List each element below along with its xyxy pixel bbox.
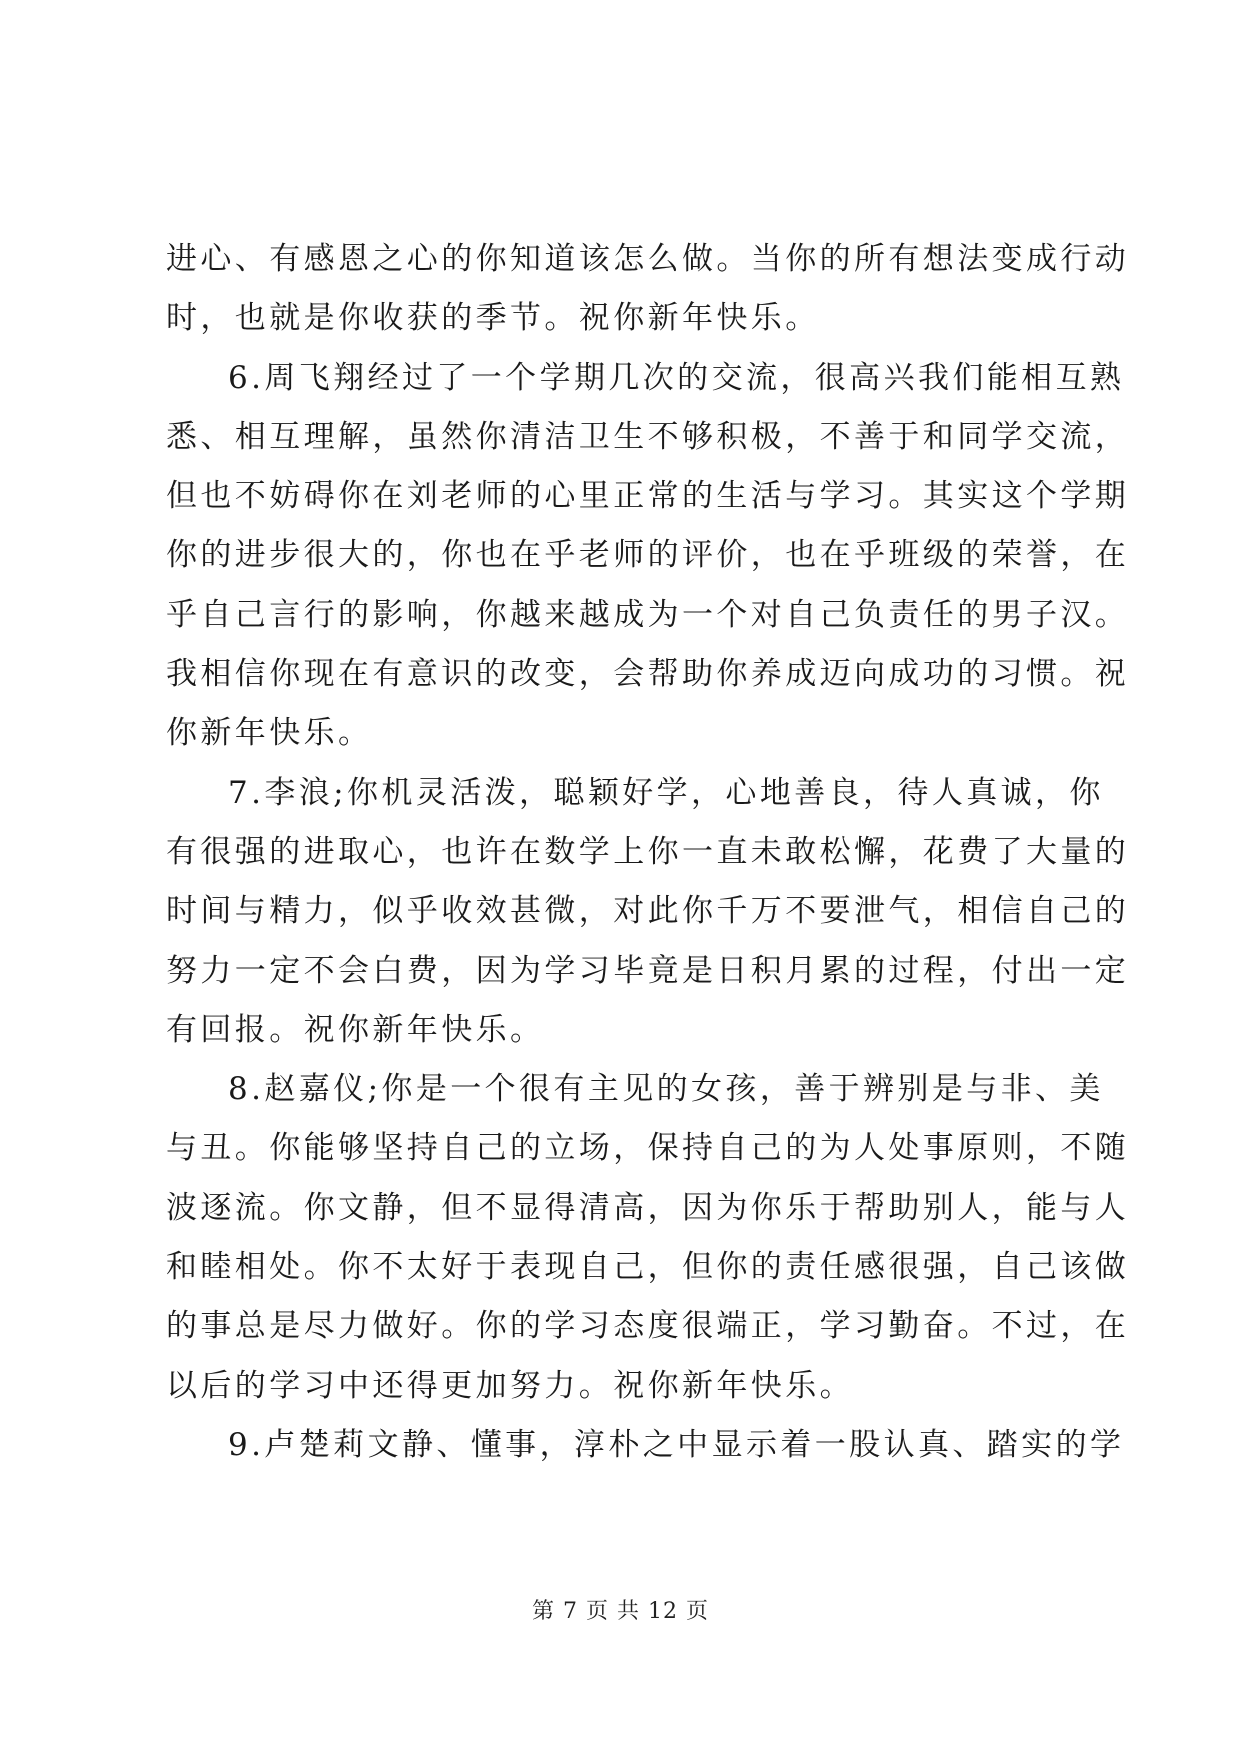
text-line: 乎自己言行的影响，你越来越成为一个对自己负责任的男子汉。	[166, 596, 1130, 633]
text-line: 我相信你现在有意识的改变，会帮助你养成迈向成功的习惯。祝	[166, 656, 1130, 693]
text-line: 6.周飞翔经过了一个学期几次的交流，很高兴我们能相互熟	[228, 359, 1125, 396]
text-line: 悉、相互理解，虽然你清洁卫生不够积极，不善于和同学交流，	[166, 418, 1130, 455]
text-line: 有很强的进取心，也许在数学上你一直未敢松懈，花费了大量的	[166, 833, 1130, 870]
text-line: 和睦相处。你不太好于表现自己，但你的责任感很强，自己该做	[166, 1249, 1130, 1286]
text-line: 你的进步很大的，你也在乎老师的评价，也在乎班级的荣誉，在	[166, 537, 1130, 574]
text-line: 但也不妨碍你在刘老师的心里正常的生活与学习。其实这个学期	[166, 478, 1130, 515]
text-line: 你新年快乐。	[166, 715, 373, 752]
text-line: 时，也就是你收获的季节。祝你新年快乐。	[166, 300, 820, 337]
text-line: 进心、有感恩之心的你知道该怎么做。当你的所有想法变成行动	[166, 241, 1130, 277]
text-line: 7.李浪;你机灵活泼，聪颖好学，心地善良，待人真诚，你	[228, 774, 1104, 811]
text-line: 有回报。祝你新年快乐。	[166, 1011, 545, 1048]
page-footer: 第 7 页 共 12 页	[532, 1599, 709, 1624]
text-line: 9.卢楚莉文静、懂事，淳朴之中显示着一股认真、踏实的学	[228, 1426, 1125, 1463]
text-line: 以后的学习中还得更加努力。祝你新年快乐。	[166, 1367, 854, 1404]
body-text	[166, 230, 1130, 1475]
text-line: 的事总是尽力做好。你的学习态度很端正，学习勤奋。不过，在	[166, 1308, 1130, 1345]
text-line: 时间与精力，似乎收效甚微，对此你千万不要泄气，相信自己的	[166, 893, 1130, 930]
text-line: 努力一定不会白费，因为学习毕竟是日积月累的过程，付出一定	[166, 952, 1130, 989]
text-line: 与丑。你能够坚持自己的立场，保持自己的为人处事原则，不随	[166, 1130, 1130, 1167]
text-line: 波逐流。你文静，但不显得清高，因为你乐于帮助别人，能与人	[166, 1189, 1130, 1226]
text-line: 8.赵嘉仪;你是一个很有主见的女孩，善于辨别是与非、美	[228, 1071, 1104, 1108]
